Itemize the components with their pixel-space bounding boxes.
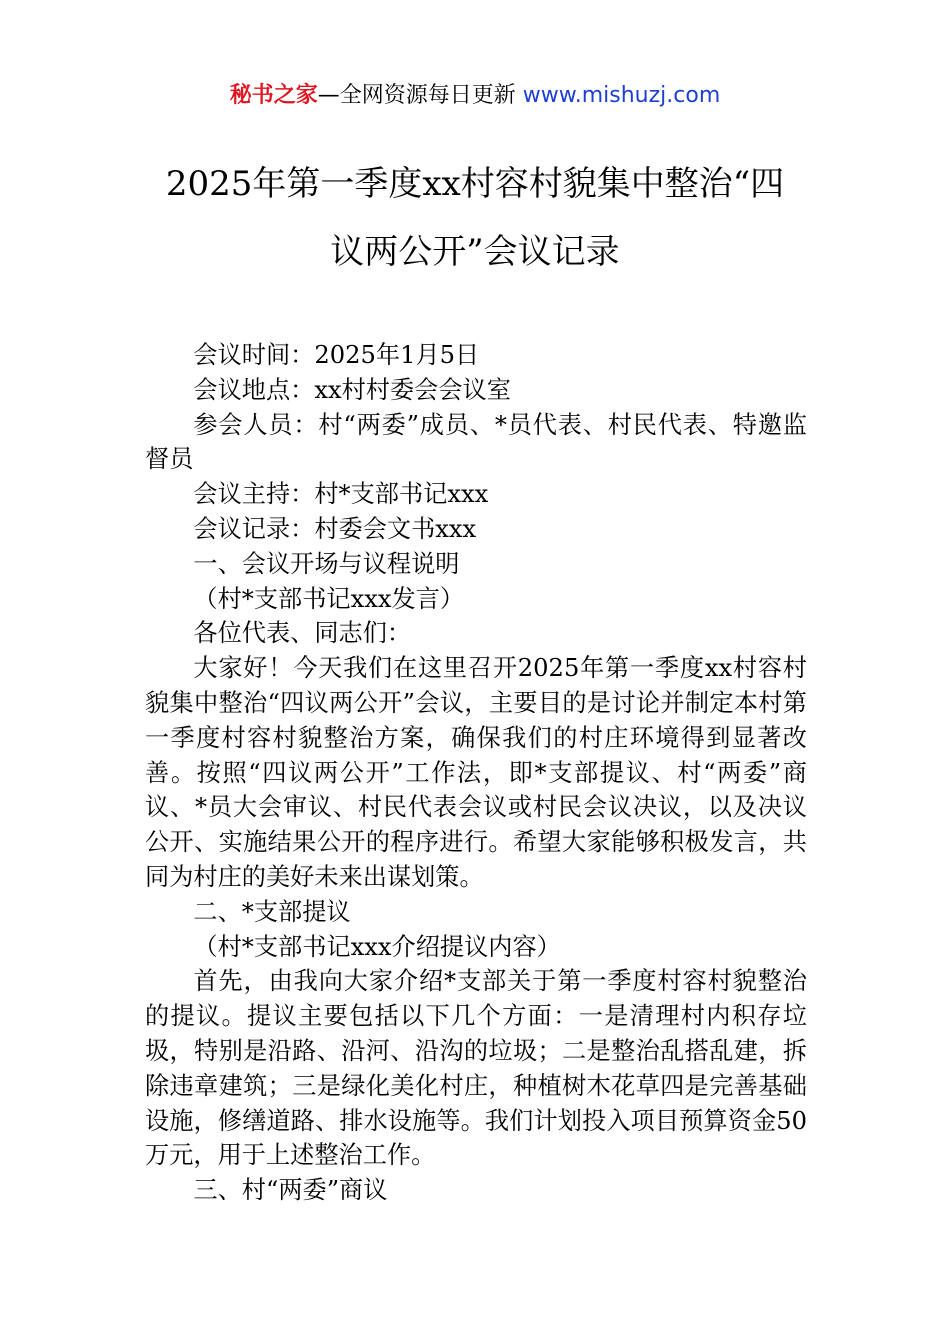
meeting-time: 会议时间：2025年1月5日 xyxy=(193,341,480,369)
meeting-location: 会议地点：xx村村委会会议室 xyxy=(193,375,511,404)
speaker-note-1: （村*支部书记xxx发言） xyxy=(193,584,465,613)
meeting-host: 会议主持：村*支部书记xxx xyxy=(193,480,489,509)
title-line-2: 议两公开”会议记录 xyxy=(330,232,620,272)
document-title xyxy=(130,150,820,286)
site-header xyxy=(0,80,950,112)
meeting-attendees: 参会人员：村“两委”成员、*员代表、村民代表、特邀监督员 xyxy=(145,410,807,474)
section-heading-1: 一、会议开场与议程说明 xyxy=(193,549,460,578)
site-tagline: —全网资源每日更新 xyxy=(317,83,516,108)
section-heading-3: 三、村“两委”商议 xyxy=(193,1176,388,1205)
site-url-link[interactable]: www.mishuzj.com xyxy=(522,83,721,108)
site-brand: 秘书之家 xyxy=(229,83,318,108)
document-body xyxy=(145,338,807,1208)
meeting-recorder: 会议记录：村委会文书xxx xyxy=(193,514,477,543)
proposal-paragraph: 首先，由我向大家介绍*支部关于第一季度村容村貌整治的提议。提议主要包括以下几个方面：一是清理村内积存垃圾，特别是沿路、沿河、沿沟的垃圾；二是整治乱搭乱建，拆除违章建筑；三是绿化美化村庄，种植树木花草四是完善基础设施，修缮道路、排水设施等。我们计划投入项目预算资金50万元，用于上述整治工作。 xyxy=(145,967,807,1170)
greeting: 各位代表、同志们： xyxy=(193,619,412,648)
title-line-1: 2025年第一季度xx村容村貌集中整治“四 xyxy=(165,164,785,204)
speaker-note-2: （村*支部书记xxx介绍提议内容） xyxy=(193,932,561,961)
opening-paragraph: 大家好！今天我们在这里召开2025年第一季度xx村容村貌集中整治“四议两公开”会议，主要目的是讨论并制定本村第一季度村容村貌整治方案，确保我们的村庄环境得到显著改善。按照“四议两公开”工作法，即*支部提议、村“两委”商议、*员大会审议、村民代表会议或村民会议决议，以及决议公开、实施结果公开的程序进行。希望大家能够积极发言，共同为村庄的美好未来出谋划策。 xyxy=(145,654,807,891)
section-heading-2: 二、*支部提议 xyxy=(193,897,351,926)
